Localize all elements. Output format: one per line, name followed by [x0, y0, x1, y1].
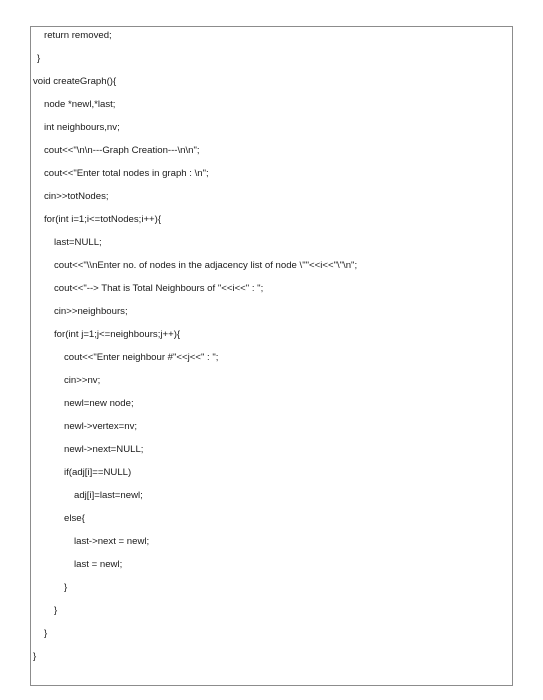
code-line: if(adj[i]==NULL): [64, 467, 132, 478]
code-line: }: [64, 582, 68, 593]
code-line: cin>>nv;: [64, 375, 101, 386]
code-line: int neighbours,nv;: [44, 122, 120, 133]
code-line: cout<<"\\nEnter no. of nodes in the adjacency list of node \""<<i<<"\"\n";: [54, 260, 358, 271]
code-line: else{: [64, 513, 85, 524]
code-line: }: [54, 605, 58, 616]
code-line: for(int i=1;i<=totNodes;i++){: [44, 214, 162, 225]
code-line: cin>>neighbours;: [54, 306, 128, 317]
code-line: last->next = newl;: [74, 536, 150, 547]
code-line: cin>>totNodes;: [44, 191, 109, 202]
code-line: last = newl;: [74, 559, 123, 570]
code-line: cout<<"Enter neighbour #"<<j<<" : ";: [64, 352, 219, 363]
code-line: return removed;: [44, 30, 112, 41]
code-line: for(int j=1;j<=neighbours;j++){: [54, 329, 181, 340]
code-line: cout<<"Enter total nodes in graph : \n";: [44, 168, 209, 179]
code-line: newl->next=NULL;: [64, 444, 144, 455]
code-line: adj[i]=last=newl;: [74, 490, 143, 501]
code-line: last=NULL;: [54, 237, 102, 248]
code-line: cout<<"\n\n---Graph Creation---\n\n";: [44, 145, 200, 156]
code-line: newl=new node;: [64, 398, 134, 409]
code-line: }: [33, 651, 37, 662]
code-line: newl->vertex=nv;: [64, 421, 138, 432]
code-line: cout<<"--> That is Total Neighbours of "<<i<<" : ";: [54, 283, 264, 294]
code-line: }: [44, 628, 48, 639]
code-line: node *newl,*last;: [44, 99, 116, 110]
code-line: }: [37, 53, 41, 64]
code-line: void createGraph(){: [33, 76, 117, 87]
